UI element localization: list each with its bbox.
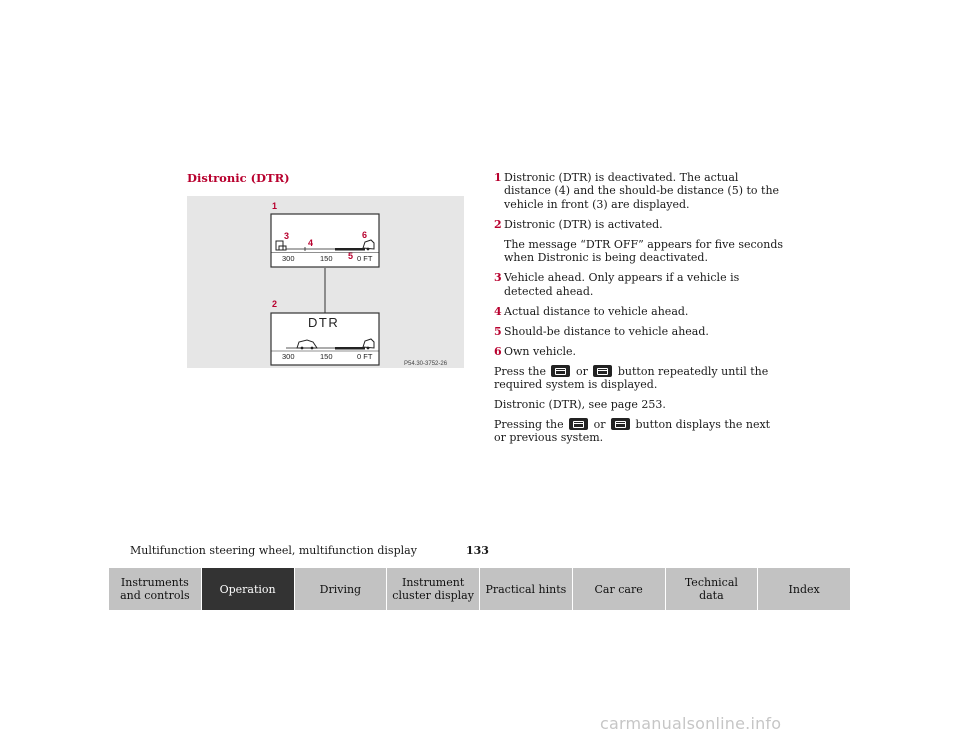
callout-3: 3 <box>284 231 290 241</box>
item-text: Own vehicle. <box>504 344 577 358</box>
scale-0ft-2: 0 FT <box>357 352 373 361</box>
list-item <box>494 271 784 298</box>
item-number: 6 <box>494 344 502 358</box>
list-item <box>494 218 784 231</box>
should-be-distance-bar <box>335 248 365 251</box>
tab-practical-hints[interactable]: Practical hints <box>480 568 573 610</box>
section-nav-bar <box>109 568 851 610</box>
running-footer-title: Multifunction steering wheel, multifunction display <box>130 544 417 557</box>
scale-0ft: 0 FT <box>357 254 373 263</box>
figure-reference: P54.30-3752-26 <box>404 361 448 367</box>
callout-5: 5 <box>348 251 354 261</box>
item-subtext: The message “DTR OFF” appears for five seconds when Distronic is being deactivated. <box>504 237 784 265</box>
scale-150-2: 150 <box>320 352 333 361</box>
paragraph-pressing: Pressing the or button displays the next or previous system. <box>494 418 771 445</box>
item-number: 4 <box>494 304 502 318</box>
scale-150: 150 <box>320 254 333 263</box>
tab-index[interactable]: Index <box>758 568 851 610</box>
description-column <box>494 171 784 451</box>
paragraph-press-button: Press the or button repeatedly until the required system is displayed. <box>494 364 769 392</box>
display-up-key-icon <box>551 365 570 377</box>
tab-car-care[interactable]: Car care <box>573 568 666 610</box>
scale-300: 300 <box>282 254 295 263</box>
page-number: 133 <box>466 544 489 557</box>
display-up-key-icon <box>569 418 588 430</box>
callout-4: 4 <box>308 238 314 248</box>
section-title: Distronic (DTR) <box>187 171 290 185</box>
list-item <box>494 171 784 211</box>
distronic-diagram <box>187 196 464 368</box>
item-text: Should-be distance to vehicle ahead. <box>504 324 709 338</box>
paragraph-see-page: Distronic (DTR), see page 253. <box>494 398 666 412</box>
item-text: Distronic (DTR) is deactivated. The actual distance (4) and the should-be distance (5) to the vehicle in front (3) are displayed. <box>504 171 780 211</box>
callout-2: 2 <box>272 299 278 309</box>
item-text: Vehicle ahead. Only appears if a vehicle is detected ahead. <box>504 271 740 298</box>
item-text: Distronic (DTR) is activated. <box>504 217 663 231</box>
item-number: 2 <box>494 217 502 231</box>
display-down-key-icon <box>593 365 612 377</box>
list-item <box>494 305 784 318</box>
item-number: 3 <box>494 271 502 285</box>
distronic-figure <box>187 196 464 368</box>
item-number: 5 <box>494 324 502 338</box>
watermark: carmanualsonline.info <box>600 714 782 733</box>
list-item <box>494 325 784 338</box>
list-item <box>494 345 784 358</box>
tab-instrument-cluster-display[interactable]: Instrument cluster display <box>387 568 480 610</box>
dtr-label: DTR <box>308 315 340 330</box>
tab-technical-data[interactable]: Technical data <box>666 568 759 610</box>
item-number: 1 <box>494 171 502 184</box>
display-down-key-icon <box>611 418 630 430</box>
scale-300-2: 300 <box>282 352 295 361</box>
callout-6: 6 <box>362 230 368 240</box>
should-be-distance-bar-2 <box>335 347 365 350</box>
tab-operation[interactable]: Operation <box>202 568 295 610</box>
tab-instruments-and-controls[interactable]: Instruments and controls <box>109 568 202 610</box>
tab-driving[interactable]: Driving <box>295 568 388 610</box>
item-text: Actual distance to vehicle ahead. <box>504 304 689 318</box>
callout-1: 1 <box>272 201 278 211</box>
